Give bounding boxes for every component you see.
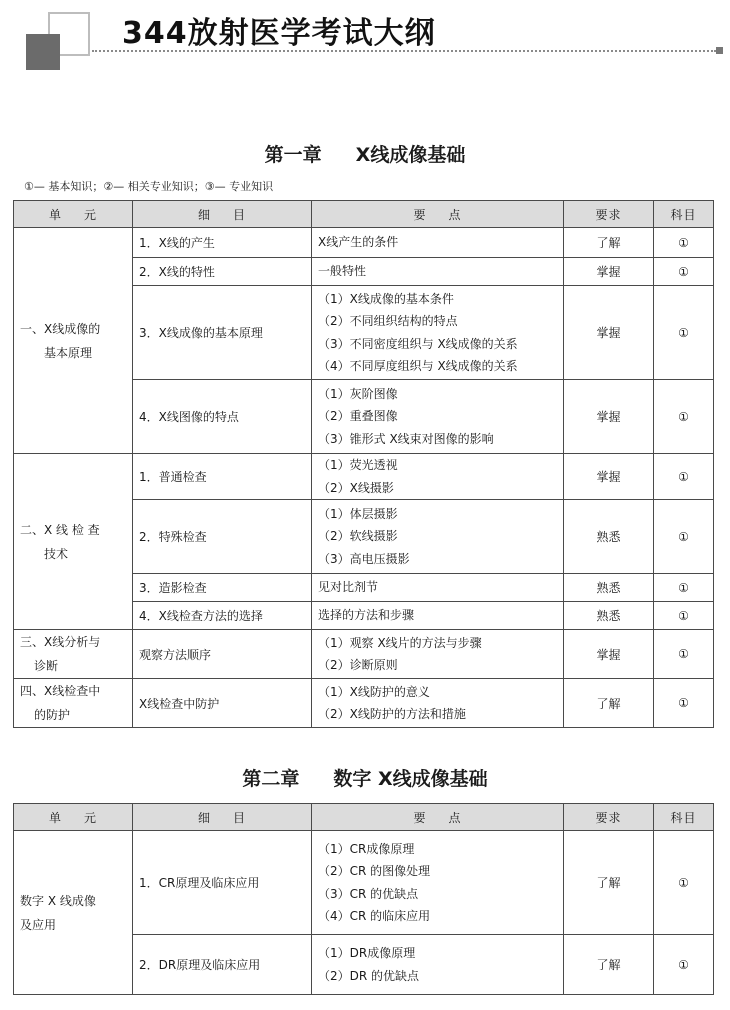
points-cell: 一般特性	[312, 258, 564, 286]
points-cell: 选择的方法和步骤	[312, 602, 564, 630]
document-title: 344放射医学考试大纲	[122, 16, 436, 51]
subject-cell: ①	[654, 228, 714, 258]
detail-cell: 2．X线的特性	[133, 258, 312, 286]
col-detail: 细 目	[133, 804, 312, 831]
col-subject: 科目	[654, 804, 714, 831]
requirement-cell: 掌握	[564, 380, 654, 454]
points-cell: （1）DR成像原理 （2）DR 的优缺点	[312, 935, 564, 995]
detail-cell: 1．CR原理及临床应用	[133, 831, 312, 935]
detail-cell: 3．X线成像的基本原理	[133, 286, 312, 380]
col-subject: 科目	[654, 201, 714, 228]
table-header-row	[14, 804, 714, 831]
detail-cell: 观察方法顺序	[133, 630, 312, 679]
subject-cell: ①	[654, 500, 714, 574]
chapter2-table	[13, 803, 714, 995]
chapter1-title	[0, 140, 730, 167]
unit-cell: 二、X 线 检 查 技术	[14, 454, 133, 630]
unit-cell: 数字 X 线成像 及应用	[14, 831, 133, 995]
table-header-row	[14, 201, 714, 228]
col-unit: 单 元	[14, 201, 133, 228]
subject-cell: ①	[654, 831, 714, 935]
chapter2-name: 数字 X线成像基础	[333, 768, 488, 790]
chapter1-table	[13, 200, 714, 728]
requirement-cell: 熟悉	[564, 574, 654, 602]
unit-cell: 四、X线检查中 的防护	[14, 679, 133, 728]
table-row	[14, 454, 714, 500]
col-unit: 单 元	[14, 804, 133, 831]
subject-cell: ①	[654, 630, 714, 679]
detail-cell: 2．DR原理及临床应用	[133, 935, 312, 995]
subject-cell: ①	[654, 258, 714, 286]
col-requirement: 要求	[564, 804, 654, 831]
points-cell: （1）荧光透视 （2）X线摄影	[312, 454, 564, 500]
dotted-divider	[92, 50, 716, 52]
requirement-cell: 了解	[564, 935, 654, 995]
col-points: 要 点	[312, 201, 564, 228]
table-row	[14, 630, 714, 679]
points-cell: （1）灰阶图像 （2）重叠图像 （3）锥形式 X线束对图像的影响	[312, 380, 564, 454]
requirement-cell: 掌握	[564, 630, 654, 679]
points-cell: X线产生的条件	[312, 228, 564, 258]
requirement-cell: 掌握	[564, 258, 654, 286]
table-row	[14, 679, 714, 728]
points-cell: （1）体层摄影 （2）软线摄影 （3）高电压摄影	[312, 500, 564, 574]
table-row	[14, 831, 714, 935]
page-header	[0, 0, 730, 80]
requirement-cell: 熟悉	[564, 500, 654, 574]
points-cell: 见对比剂节	[312, 574, 564, 602]
divider-end-mark	[716, 47, 723, 54]
detail-cell: 1．普通检查	[133, 454, 312, 500]
col-points: 要 点	[312, 804, 564, 831]
unit-cell: 一、X线成像的 基本原理	[14, 228, 133, 454]
logo-filled-square	[26, 34, 60, 70]
subject-legend: ①— 基本知识；②— 相关专业知识；③— 专业知识	[24, 180, 274, 193]
points-cell: （1）X线成像的基本条件 （2）不同组织结构的特点 （3）不同密度组织与 X线成像的关系 （4）不同厚度组织与 X线成像的关系	[312, 286, 564, 380]
subject-cell: ①	[654, 679, 714, 728]
detail-cell: 2．特殊检查	[133, 500, 312, 574]
subject-cell: ①	[654, 602, 714, 630]
chapter2-title	[0, 764, 730, 791]
points-cell: （1）CR成像原理 （2）CR 的图像处理 （3）CR 的优缺点 （4）CR 的临床应用	[312, 831, 564, 935]
subject-cell: ①	[654, 454, 714, 500]
requirement-cell: 了解	[564, 228, 654, 258]
subject-cell: ①	[654, 574, 714, 602]
detail-cell: 1．X线的产生	[133, 228, 312, 258]
requirement-cell: 掌握	[564, 454, 654, 500]
detail-cell: 3．造影检查	[133, 574, 312, 602]
chapter1-name: X线成像基础	[355, 144, 466, 166]
chapter1-number: 第一章	[264, 144, 322, 166]
points-cell: （1）观察 X线片的方法与步骤 （2）诊断原则	[312, 630, 564, 679]
detail-cell: X线检查中防护	[133, 679, 312, 728]
requirement-cell: 掌握	[564, 286, 654, 380]
col-requirement: 要求	[564, 201, 654, 228]
requirement-cell: 了解	[564, 831, 654, 935]
requirement-cell: 了解	[564, 679, 654, 728]
table-row	[14, 228, 714, 258]
subject-cell: ①	[654, 380, 714, 454]
detail-cell: 4．X线图像的特点	[133, 380, 312, 454]
unit-cell: 三、X线分析与 诊断	[14, 630, 133, 679]
subject-cell: ①	[654, 286, 714, 380]
subject-cell: ①	[654, 935, 714, 995]
detail-cell: 4．X线检查方法的选择	[133, 602, 312, 630]
requirement-cell: 熟悉	[564, 602, 654, 630]
points-cell: （1）X线防护的意义 （2）X线防护的方法和措施	[312, 679, 564, 728]
chapter2-number: 第二章	[242, 768, 300, 790]
col-detail: 细 目	[133, 201, 312, 228]
